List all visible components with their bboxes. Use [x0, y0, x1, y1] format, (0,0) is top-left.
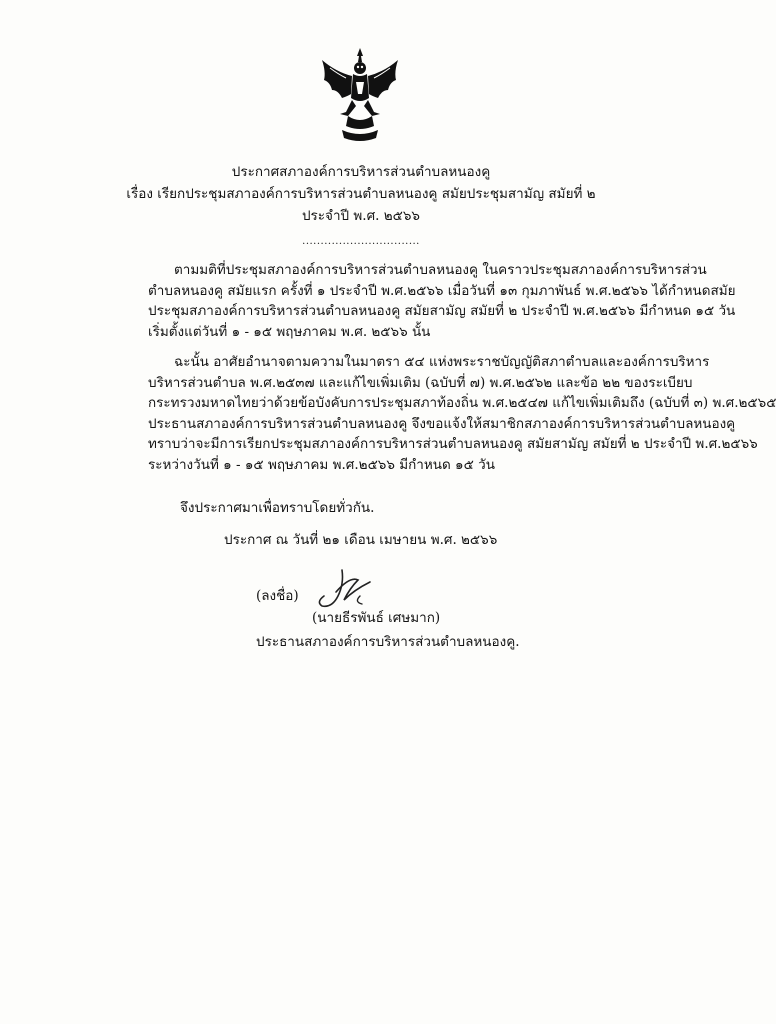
paragraph-2 [148, 352, 776, 475]
paragraph-1-line: ตำบลหนองคู สมัยแรก ครั้งที่ ๑ ประจำปี พ.ศ.๒๕๖๖ เมื่อวันที่ ๑๓ กุมภาพันธ์ พ.ศ.๒๕๖๖ ได้กำหนดสมัย [148, 282, 736, 299]
paragraph-1 [148, 260, 736, 342]
paragraph-1-line: เริ่มตั้งแต่วันที่ ๑ - ๑๕ พฤษภาคม พ.ศ. ๒๕๖๖ นั้น [148, 323, 431, 340]
paragraph-2-line: ประธานสภาองค์การบริหารส่วนตำบลหนองคู จึงขอแจ้งให้สมาชิกสภาองค์การบริหารส่วนตำบลหนองคู [148, 415, 736, 432]
closing-statement: จึงประกาศมาเพื่อทราบโดยทั่วกัน. [180, 500, 375, 516]
paragraph-2-line: กระทรวงมหาดไทยว่าด้วยข้อบังคับการประชุมสภาท้องถิ่น พ.ศ.๒๕๔๗ แก้ไขเพิ่มเติมถึง (ฉบับที่ ๓) พ.ศ.๒๕๖๕ [148, 395, 776, 411]
garuda-emblem-icon [318, 46, 402, 146]
paragraph-1-line: ตามมติที่ประชุมสภาองค์การบริหารส่วนตำบลหนองคู ในคราวประชุมสภาองค์การบริหารส่วน [174, 262, 707, 278]
announcement-subject: เรื่อง เรียกประชุมสภาองค์การบริหารส่วนตำบลหนองคู สมัยประชุมสามัญ สมัยที่ ๒ [126, 186, 596, 202]
paragraph-2-line: ทราบว่าจะมีการเรียกประชุมสภาองค์การบริหารส่วนตำบลหนองคู สมัยสามัญ สมัยที่ ๒ ประจำปี พ.ศ.๒๕๖๖ [148, 436, 758, 452]
announcement-title: ประกาศสภาองค์การบริหารส่วนตำบลหนองคู [231, 164, 491, 180]
announcement-year: ประจำปี พ.ศ. ๒๕๖๖ [301, 208, 421, 224]
signer-name: (นายธีรพันธ์ เศษมาก) [312, 610, 441, 626]
paragraph-2-line: ระหว่างวันที่ ๑ - ๑๕ พฤษภาคม พ.ศ.๒๕๖๖ มีกำหนด ๑๕ วัน [148, 456, 495, 473]
announcement-date: ประกาศ ณ วันที่ ๒๑ เดือน เมษายน พ.ศ. ๒๕๖๖ [224, 532, 498, 548]
signature-label: (ลงชื่อ) [256, 588, 299, 604]
paragraph-1-line: ประชุมสภาองค์การบริหารส่วนตำบลหนองคู สมัยสามัญ สมัยที่ ๒ ประจำปี พ.ศ.๒๕๖๖ มีกำหนด ๑๕ วัน [148, 303, 736, 319]
header-separator: ................................ [302, 236, 420, 247]
signer-title: ประธานสภาองค์การบริหารส่วนตำบลหนองคู. [256, 634, 520, 650]
paragraph-2-line: ฉะนั้น อาศัยอำนาจตามความในมาตรา ๕๔ แห่งพระราชบัญญัติสภาตำบลและองค์การบริหาร [174, 354, 710, 370]
paragraph-2-line: บริหารส่วนตำบล พ.ศ.๒๕๓๗ และแก้ไขเพิ่มเติม (ฉบับที่ ๗) พ.ศ.๒๕๖๒ และข้อ ๒๒ ของระเบียบ [148, 374, 693, 391]
